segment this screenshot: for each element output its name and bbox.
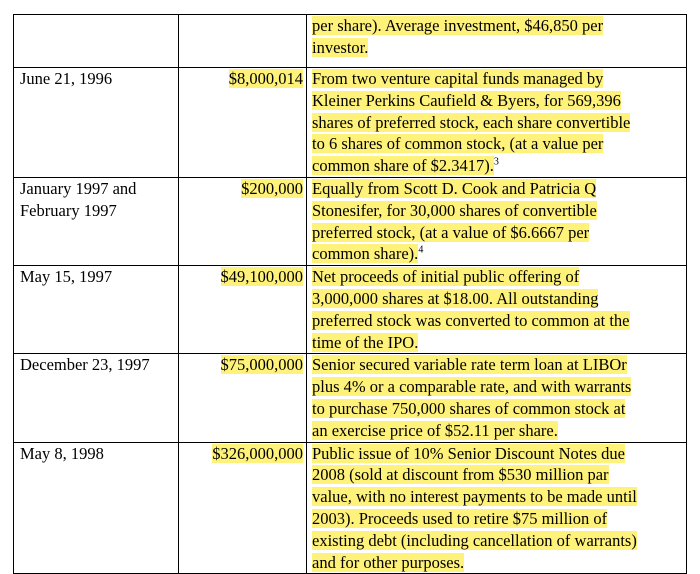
description-line: and for other purposes. (312, 552, 465, 572)
financing-table-body (14, 15, 687, 574)
table-row (14, 442, 687, 574)
description-line: preferred stock was converted to common at the (312, 310, 630, 330)
description-line: per share). Average investment, $46,850 per (312, 16, 604, 35)
date-cell: December 23, 1997 (14, 354, 179, 442)
date-cell: January 1997 and February 1997 (14, 178, 179, 266)
description-line: Senior secured variable rate term loan at LIBOr (312, 355, 627, 375)
description-cell (307, 15, 687, 68)
description-line: to 6 shares of common stock, (at a value per (312, 134, 604, 154)
description-line: Net proceeds of initial public offering of (312, 267, 580, 287)
date-cell: June 21, 1996 (14, 68, 179, 178)
description-line: to purchase 750,000 shares of common stock at (312, 398, 626, 418)
amount-cell (179, 442, 307, 574)
amount-cell (179, 68, 307, 178)
description-cell (307, 178, 687, 266)
description-line: value, with no interest payments to be made until (312, 487, 637, 507)
amount-value: $326,000,000 (212, 443, 303, 463)
description-line: existing debt (including cancellation of warrants) (312, 530, 637, 550)
description-cell (307, 68, 687, 178)
table-row (14, 15, 687, 68)
description-line: plus 4% or a comparable rate, and with warrants (312, 377, 632, 397)
description-line: preferred stock, (at a value of $6.6667 per (312, 222, 590, 242)
description-line: common share of $2.3417). (312, 156, 494, 176)
description-line: Equally from Scott D. Cook and Patricia Q (312, 179, 597, 198)
amount-cell (179, 266, 307, 354)
description-line: investor. (312, 37, 369, 57)
description-line: Public issue of 10% Senior Discount Notes due (312, 443, 626, 463)
description-line: time of the IPO. (312, 332, 419, 352)
financing-table (13, 14, 687, 574)
date-cell: May 15, 1997 (14, 266, 179, 354)
amount-value: $8,000,014 (228, 69, 303, 88)
description-cell (307, 442, 687, 574)
description-line: common share). (312, 244, 419, 264)
amount-cell (179, 354, 307, 442)
description-line: shares of preferred stock, each share convertible (312, 112, 631, 132)
description-line: 3,000,000 shares at $18.00. All outstanding (312, 288, 599, 308)
description-line: From two venture capital funds managed by (312, 69, 604, 88)
description-line: Stonesifer, for 30,000 shares of convertible (312, 200, 597, 220)
description-line: Kleiner Perkins Caufield & Byers, for 569,396 (312, 90, 621, 110)
date-cell: May 8, 1998 (14, 442, 179, 574)
footnote-marker: 4 (418, 244, 424, 256)
description-cell (307, 266, 687, 354)
table-row (14, 178, 687, 266)
description-line: 2003). Proceeds used to retire $75 million of (312, 508, 608, 528)
table-row (14, 68, 687, 178)
amount-value: $49,100,000 (220, 267, 303, 287)
amount-cell (179, 15, 307, 68)
date-cell (14, 15, 179, 68)
table-row (14, 266, 687, 354)
footnote-marker: 3 (493, 156, 499, 168)
table-row (14, 354, 687, 442)
amount-value: $75,000,000 (220, 355, 303, 375)
amount-cell (179, 178, 307, 266)
description-line: 2008 (sold at discount from $530 million par (312, 465, 609, 485)
description-cell (307, 354, 687, 442)
description-line: an exercise price of $52.11 per share. (312, 420, 558, 440)
amount-value: $200,000 (241, 179, 303, 198)
